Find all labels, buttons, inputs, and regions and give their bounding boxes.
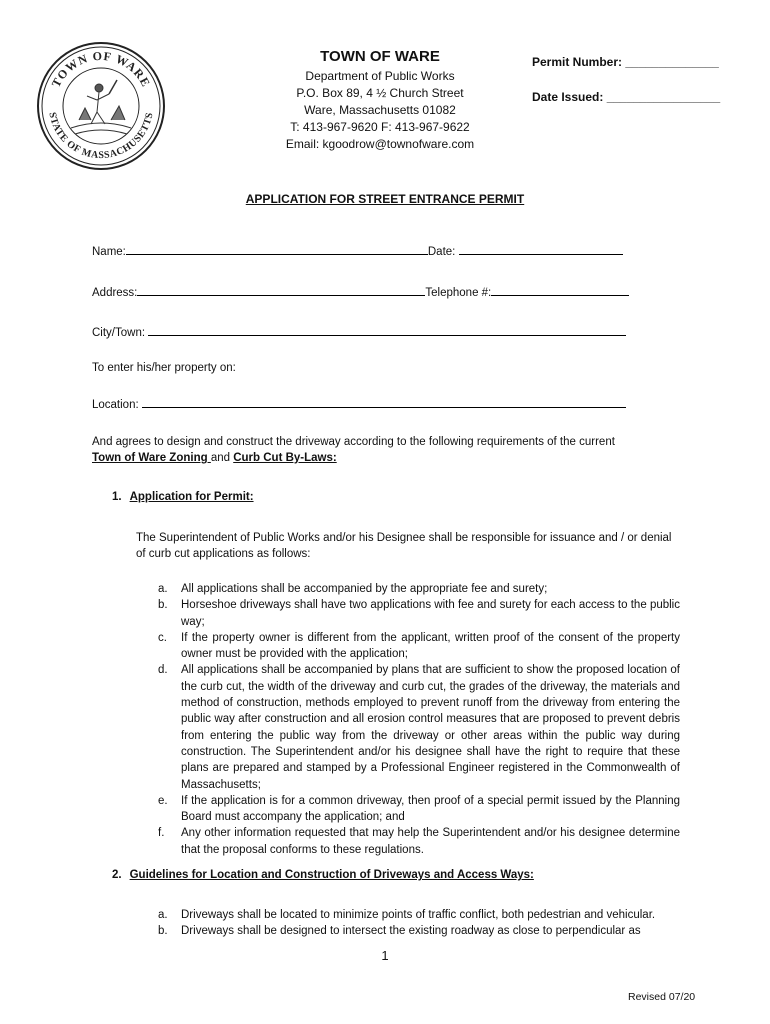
address-input[interactable] — [137, 283, 425, 296]
name-label: Name: — [92, 246, 126, 258]
location-row — [92, 395, 626, 411]
list-marker: b. — [158, 599, 168, 612]
letterhead — [270, 48, 490, 153]
section-1-number: 1. — [112, 491, 122, 503]
list-item-text: Horseshoe driveways shall have two applications with fee and surety for each access to the public way; — [181, 599, 680, 628]
department-line: Department of Public Works — [305, 69, 455, 83]
revision-date: Revised 07/20 — [628, 991, 696, 1003]
list-item-text: Driveways shall be designed to intersect the existing roadway as close to perpendicular as — [181, 925, 641, 938]
date-input[interactable] — [459, 242, 623, 255]
list-item — [152, 662, 680, 792]
enter-property-text: To enter his/her property on: — [92, 362, 236, 374]
date-label: Date: — [427, 246, 459, 258]
seal-lower-text: STATE OF MASSACHUSETTS — [46, 111, 156, 162]
section-2-list — [152, 907, 680, 940]
location-input[interactable] — [142, 395, 626, 408]
agreement-paragraph — [92, 434, 692, 466]
city-row — [92, 323, 626, 339]
section-2-heading — [112, 869, 534, 881]
section-1-label: Application for Permit: — [129, 491, 254, 503]
page-number: 1 — [381, 948, 389, 963]
list-item — [152, 597, 680, 630]
telephone-input[interactable] — [491, 283, 629, 296]
and-text: and — [210, 452, 234, 464]
section-2-number: 2. — [112, 869, 122, 881]
email-line: Email: kgoodrow@townofware.com — [285, 137, 475, 151]
seal-upper-text: TOWN OF WARE — [48, 48, 154, 90]
list-item-text: Driveways shall be located to minimize points of traffic conflict, both pedestrian and vehicular. — [181, 909, 656, 921]
name-date-row — [92, 242, 623, 258]
list-item-text: If the property owner is different from the applicant, written proof of the consent of the property owner must be provided with the application; — [181, 631, 680, 661]
section-1-heading — [112, 491, 254, 503]
list-item — [152, 793, 680, 826]
seal-figure-icon — [71, 80, 131, 134]
list-marker: b. — [158, 925, 168, 938]
town-title: TOWN OF WARE — [320, 48, 440, 65]
list-marker: a. — [158, 583, 168, 595]
list-marker: a. — [158, 909, 168, 921]
city-label: City/Town: — [92, 327, 149, 339]
address-label: Address: — [92, 287, 138, 299]
list-marker: c. — [158, 631, 167, 644]
zoning-link: Town of Ware Zoning — [92, 452, 211, 464]
city-line: Ware, Massachusetts 01082 — [304, 103, 456, 117]
telephone-label: Telephone #: — [425, 287, 492, 299]
address-phone-row — [92, 283, 629, 299]
list-item — [152, 825, 680, 858]
agreement-text: And agrees to design and construct the driveway according to the following requirements of the current — [92, 436, 615, 448]
date-issued-field[interactable]: Date Issued: _________________ — [532, 90, 721, 104]
phone-line: T: 413-967-9620 F: 413-967-9622 — [290, 120, 470, 134]
bylaws-link: Curb Cut By-Laws: — [233, 452, 337, 464]
list-marker: f. — [158, 827, 165, 840]
list-item-text: Any other information requested that may help the Superintendent and/or his designee determine that the proposal conforms to these regulations. — [181, 827, 680, 856]
town-seal — [35, 40, 167, 172]
list-item-text: All applications shall be accompanied by the appropriate fee and surety; — [181, 583, 548, 595]
list-item — [152, 907, 680, 923]
permit-number-field[interactable]: Permit Number: ______________ — [532, 55, 719, 69]
po-box-line: P.O. Box 89, 4 ½ Church Street — [296, 86, 464, 100]
section-1-description: The Superintendent of Public Works and/or his Designee shall be responsible for issuance and / or denial of curb cut applications as follows: — [136, 532, 672, 560]
section-2-label: Guidelines for Location and Construction of Driveways and Access Ways: — [129, 869, 534, 881]
list-item — [152, 630, 680, 663]
list-item — [152, 923, 680, 939]
list-marker: d. — [158, 664, 168, 677]
name-input[interactable] — [126, 242, 428, 255]
section-1-list — [152, 581, 680, 858]
list-item-text: All applications shall be accompanied by plans that are sufficient to show the proposed location of the curb cut, the width of the driveway and curb cut, the grades of the driveway, the materials and method of construction, methods employed to prevent runoff from the driveway from entering the public way after construction and all erosion control measures that are proposed to prevent debris from entering the public way from the driveway or other areas within the public way during construction. The Superintendent and/or his designee shall have the right to require that these plans are prepared and stamped by a Professional Engineer registered in the Commonwealth of Massachusetts; — [181, 664, 680, 791]
city-input[interactable] — [148, 323, 626, 336]
location-label: Location: — [92, 399, 142, 411]
list-marker: e. — [158, 794, 168, 807]
list-item — [152, 581, 680, 597]
list-item-text: If the application is for a common driveway, then proof of a special permit issued by the Planning Board must accompany the application; and — [181, 794, 680, 824]
application-title: APPLICATION FOR STREET ENTRANCE PERMIT — [245, 192, 525, 206]
